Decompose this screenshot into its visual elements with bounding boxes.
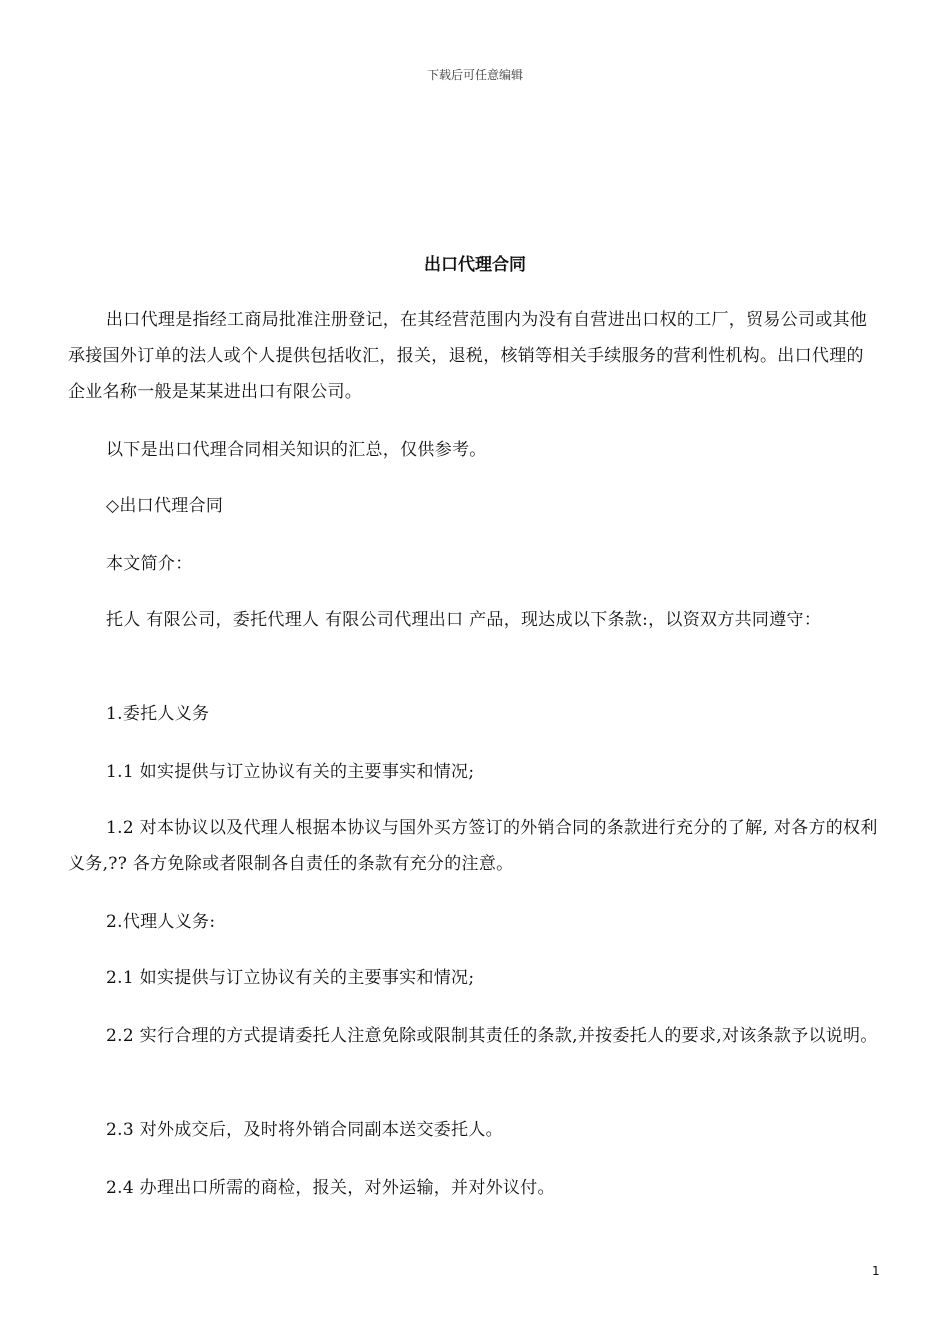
clause-1-2: 1.2 对本协议以及代理人根据本协议与国外买方签订的外销合同的条款进行充分的了解, 对各方的权利义务,?? 各方免除或者限制各自责任的条款有充分的注意。 [68,818,878,874]
clause-2-heading: 2.代理人义务: [106,912,216,932]
paragraph-parties: 托人 有限公司，委托代理人 有限公司代理出口 产品，现达成以下条款:，以资双方共同遵守： [106,610,822,630]
document-title: 出口代理合同 [424,255,526,275]
clause-1-1: 1.1 如实提供与订立协议有关的主要事实和情况; [106,762,475,782]
page-number: 1 [872,1264,880,1278]
clause-2-3: 2.3 对外成交后，及时将外销合同副本送交委托人。 [106,1120,503,1140]
paragraph-brief-label: 本文简介： [106,554,193,574]
paragraph-summary: 以下是出口代理合同相关知识的汇总，仅供参考。 [106,440,487,460]
paragraph-intro: 出口代理是指经工商局批准注册登记，在其经营范围内为没有自营进出口权的工厂，贸易公司或其他承接国外订单的法人或个人提供包括收汇，报关，退税，核销等相关手续服务的营利性机构。出口代理的企业名称一般是某某进出口有限公司。 [68,310,868,402]
header-note: 下载后可任意编辑 [426,68,523,82]
clause-2-2: 2.2 实行合理的方式提请委托人注意免除或限制其责任的条款,并按委托人的要求,对该条款予以说明。 [106,1026,878,1046]
clause-2-1: 2.1 如实提供与订立协议有关的主要事实和情况; [106,968,475,988]
clause-1-heading: 1.委托人义务 [106,704,210,724]
clause-2-4: 2.4 办理出口所需的商检，报关，对外运输，并对外议付。 [106,1178,555,1198]
paragraph-section-heading: ◇出口代理合同 [106,496,224,516]
